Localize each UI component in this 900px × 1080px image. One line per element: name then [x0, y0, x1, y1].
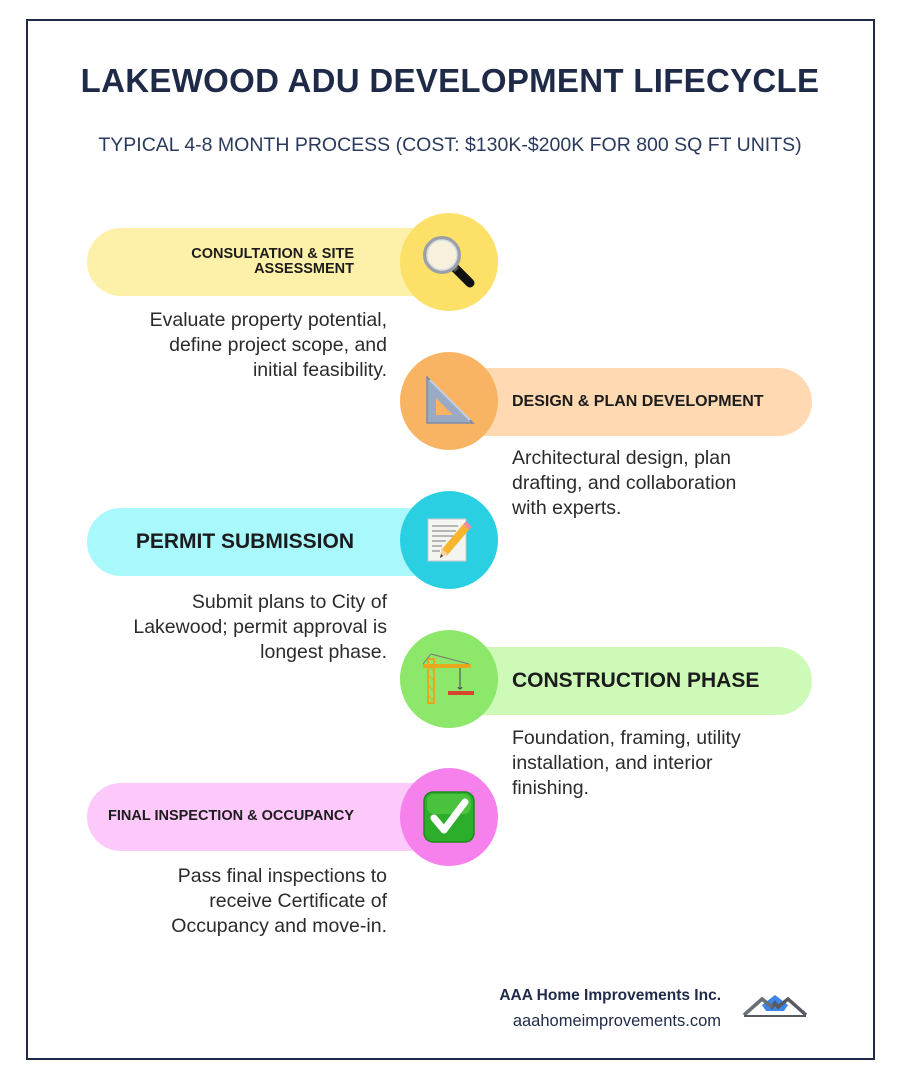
step-5-label: FINAL INSPECTION & OCCUPANCY — [108, 808, 354, 825]
step-1-label-line-2: ASSESSMENT — [254, 261, 354, 277]
step-5-icon-circle — [400, 768, 498, 866]
step-2-description — [512, 446, 782, 521]
magnifying-glass-icon — [420, 233, 478, 291]
page-title: LAKEWOOD ADU DEVELOPMENT LIFECYCLE — [80, 62, 820, 99]
step-3-label: PERMIT SUBMISSION — [135, 529, 354, 553]
company-name: AAA Home Improvements Inc. — [499, 987, 721, 1004]
step-3-icon-circle — [400, 491, 498, 589]
step-4-label: CONSTRUCTION PHASE — [512, 668, 760, 692]
step-5-desc-line: Occupancy and move-in. — [171, 915, 387, 937]
step-3-desc-line: longest phase. — [260, 641, 387, 663]
step-4-desc-line: Foundation, framing, utility — [512, 727, 741, 749]
construction-crane-icon — [421, 651, 477, 707]
step-1-label — [191, 247, 354, 277]
step-3-description — [90, 590, 387, 665]
step-2-desc-line: Architectural design, plan — [512, 447, 731, 469]
triangular-ruler-icon — [419, 371, 479, 431]
step-1-description — [90, 308, 387, 383]
step-4-icon-circle — [400, 630, 498, 728]
step-2-desc-line: with experts. — [512, 497, 622, 519]
step-5-description — [90, 864, 387, 939]
step-1-icon-circle — [400, 213, 498, 311]
step-4-desc-line: installation, and interior — [512, 752, 713, 774]
mountain-roof-logo-icon — [742, 993, 808, 1019]
step-5-desc-line: Pass final inspections to — [177, 865, 387, 887]
page-subtitle: TYPICAL 4-8 MONTH PROCESS (COST: $130K-$200K FOR 800 SQ FT UNITS) — [98, 134, 802, 156]
step-4-desc-line: finishing. — [512, 777, 589, 799]
step-2-icon-circle — [400, 352, 498, 450]
step-2-desc-line: drafting, and collaboration — [512, 472, 737, 494]
step-3-desc-line: Lakewood; permit approval is — [133, 616, 387, 638]
step-1-desc-line: initial feasibility. — [252, 359, 387, 381]
company-website-link[interactable]: aaahomeimprovements.com — [512, 1012, 721, 1030]
check-mark-icon — [422, 790, 476, 844]
step-3-desc-line: Submit plans to City of — [191, 591, 387, 613]
step-1-desc-line: define project scope, and — [169, 334, 387, 356]
step-1-label-line-1: CONSULTATION & SITE — [191, 245, 354, 262]
step-2-label: DESIGN & PLAN DEVELOPMENT — [512, 392, 764, 410]
step-1-desc-line: Evaluate property potential, — [149, 309, 387, 331]
memo-pencil-icon — [424, 515, 474, 565]
step-4-description — [512, 726, 782, 801]
step-5-desc-line: receive Certificate of — [209, 890, 387, 912]
